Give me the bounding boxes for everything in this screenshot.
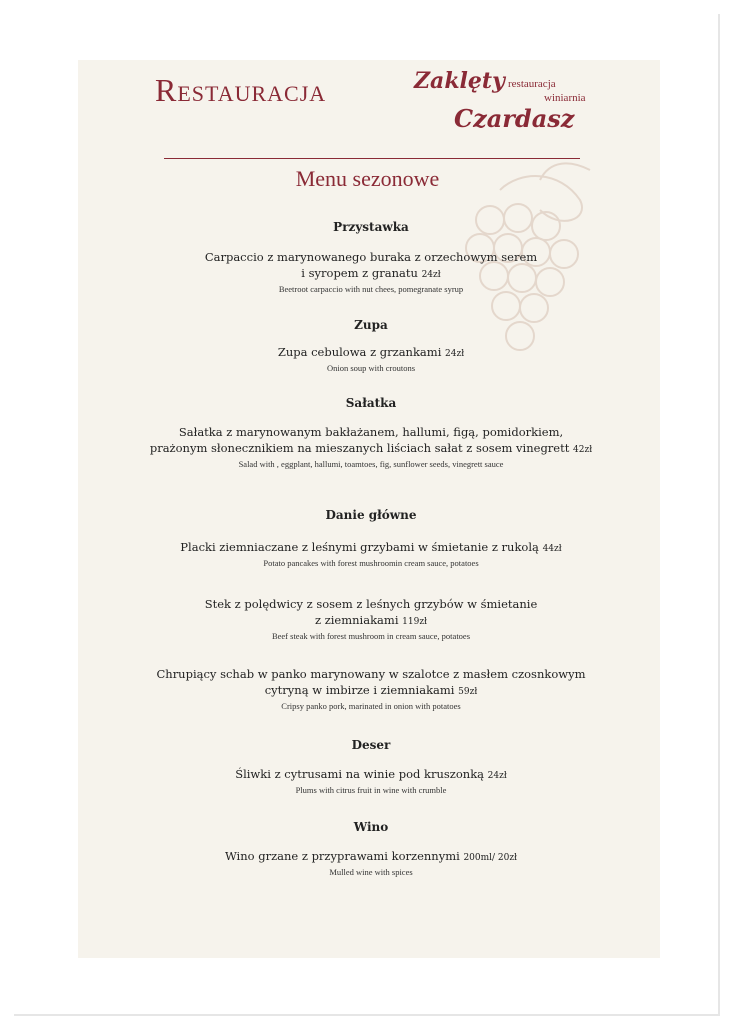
section-heading: Deser [351,738,391,752]
dish-name-cont [80,344,662,362]
menu-title: Menu sezonowe [295,166,440,191]
menu-item [80,766,662,796]
dish-name: Śliwki z cytrusami na winie pod kruszonką [235,767,485,781]
section-soup [80,318,662,332]
dish-name: Stek z polędwicy z sosem z leśnych grzybów w śmietanie [204,597,538,611]
dish-price: 24zł [445,349,465,359]
dish-price: 200ml/ 20zł [463,853,518,863]
dish-name: Wino grzane z przyprawami korzennymi [224,849,460,863]
dish-price: 24zł [487,771,507,781]
logo-small1: restauracja [508,78,556,90]
dish-name-cont [80,848,662,866]
dish-name-cont [80,265,662,283]
section-heading: Zupa [354,318,388,332]
dish-name-cont [80,682,662,700]
dish-name-cont [80,440,662,458]
section-starter [80,220,662,234]
dish-name-cont [80,539,662,557]
dish-price: 44zł [542,544,562,554]
logo-small2: winiarnia [544,92,586,104]
menu-item [80,424,662,470]
dish-english: Onion soup with croutons [326,363,416,373]
dish-name-line2: prażonym słonecznikiem na mieszanych liściach sałat z sosem vinegrett [149,441,570,455]
dish-english: Mulled wine with spices [329,867,413,877]
menu-item [80,249,662,295]
dish-english: Cripsy panko pork, marinated in onion with potatoes [281,701,461,711]
dish-name: Placki ziemniaczane z leśnymi grzybami w śmietanie z rukolą [180,540,539,554]
header-divider [164,158,580,159]
dish-name: Chrupiący schab w panko marynowany w szalotce z masłem czosnkowym [156,667,586,681]
dish-name-cont [80,766,662,784]
dish-name-line2: i syropem z granatu [301,266,418,280]
dish-name-cont [80,612,662,630]
section-mains [80,508,662,522]
menu-item [80,344,662,374]
dish-english: Plums with citrus fruit in wine with crumble [295,785,447,795]
menu-item [80,666,662,712]
logo-line2: Czardasz [454,104,575,133]
dish-english: Beetroot carpaccio with nut chees, pomegranate syrup [278,284,464,294]
dish-name: Zupa cebulowa z grzankami [277,345,442,359]
dish-name: Carpaccio z marynowanego buraka z orzechowym serem [204,250,538,264]
dish-english: Potato pancakes with forest mushroomin cream sauce, potatoes [263,558,479,568]
menu-item [80,539,662,569]
dish-price: 42zł [573,445,593,455]
menu-item [80,848,662,878]
dish-name-line2: cytryną w imbirze i ziemniakami [264,683,455,697]
dish-price: 119zł [402,617,427,627]
dish-english: Salad with , eggplant, hallumi, toamtoes, fig, sunflower seeds, vinegrett sauce [238,459,504,469]
section-heading: Przystawka [333,220,409,234]
section-heading: Wino [353,820,389,834]
dish-english: Beef steak with forest mushroom in cream sauce, potatoes [271,631,471,641]
restaurant-word: Restauracja [155,72,327,108]
dish-name: Sałatka z marynowanym bakłażanem, hallumi, figą, pomidorkiem, [178,425,564,439]
dish-price: 24zł [421,270,441,280]
section-heading: Danie główne [325,508,417,522]
menu-item [80,596,662,642]
logo [410,66,600,158]
dish-price: 59zł [458,687,478,697]
section-heading: Sałatka [345,396,397,410]
section-salad [80,396,662,410]
dish-name-line2: z ziemniakami [314,613,399,627]
section-dessert [80,738,662,752]
logo-line1: Zaklęty [414,68,505,94]
section-wine [80,820,662,834]
